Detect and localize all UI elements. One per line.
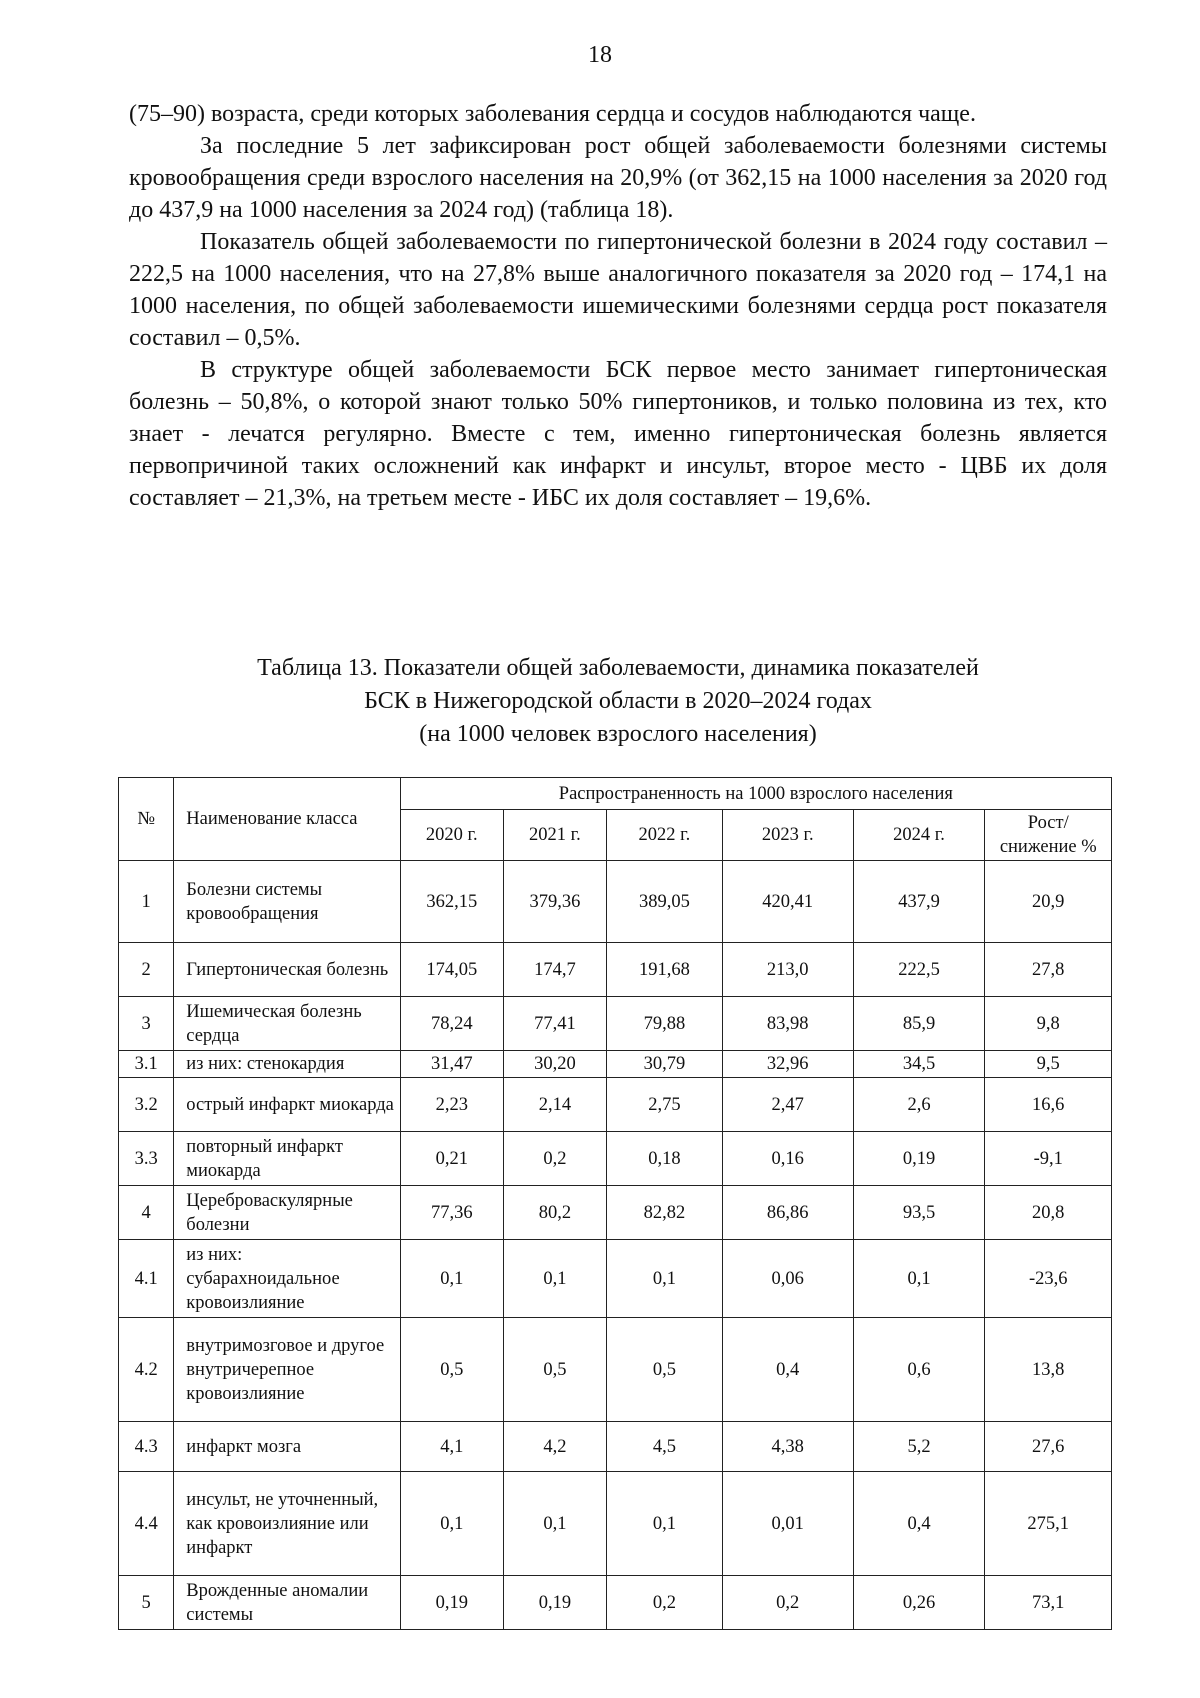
row-value: 2,23: [400, 1078, 503, 1132]
row-number: 3.1: [119, 1051, 174, 1078]
row-value: 362,15: [400, 861, 503, 943]
row-value: 0,4: [853, 1472, 985, 1576]
row-value: 0,18: [606, 1132, 722, 1186]
row-class-name: инфаркт мозга: [174, 1422, 400, 1472]
row-value: 0,21: [400, 1132, 503, 1186]
header-num: №: [119, 778, 174, 861]
row-value: 0,1: [606, 1472, 722, 1576]
row-change: 16,6: [985, 1078, 1112, 1132]
table-row: [119, 1576, 1112, 1630]
row-value: 174,05: [400, 943, 503, 997]
row-number: 4: [119, 1186, 174, 1240]
row-value: 2,6: [853, 1078, 985, 1132]
row-change: 73,1: [985, 1576, 1112, 1630]
row-number: 4.4: [119, 1472, 174, 1576]
row-value: 79,88: [606, 997, 722, 1051]
page-number: 18: [588, 42, 612, 68]
row-value: 0,26: [853, 1576, 985, 1630]
table-row: [119, 1240, 1112, 1318]
row-value: 2,75: [606, 1078, 722, 1132]
row-value: 77,41: [503, 997, 606, 1051]
row-value: 0,1: [606, 1240, 722, 1318]
caption-line: (на 1000 человек взрослого населения): [419, 721, 817, 747]
row-value: 0,1: [400, 1472, 503, 1576]
paragraph: В структуре общей заболеваемости БСК первое место занимает гипертоническая болезнь – 50,8%, о которой знают только 50% гипертоников, и только половина из тех, кто знает - лечатся регулярно. Вместе с тем, именно гипертоническая болезнь является первопричиной таких осложнений как инфаркт и инсульт, второе место - ЦВБ их доля составляет – 21,3%, на третьем месте - ИБС их доля составляет – 19,6%.: [129, 357, 1107, 511]
caption-line: Таблица 13. Показатели общей заболеваемости, динамика показателей: [257, 655, 979, 681]
table-row: [119, 1051, 1112, 1078]
row-class-name: инсульт, не уточненный, как кровоизлияние или инфаркт: [174, 1472, 400, 1576]
row-value: 213,0: [722, 943, 853, 997]
row-change: -9,1: [985, 1132, 1112, 1186]
row-value: 4,38: [722, 1422, 853, 1472]
row-change: 9,5: [985, 1051, 1112, 1078]
row-number: 3.3: [119, 1132, 174, 1186]
table-caption: [129, 652, 1107, 751]
row-number: 3.2: [119, 1078, 174, 1132]
row-value: 86,86: [722, 1186, 853, 1240]
row-class-name: острый инфаркт миокарда: [174, 1078, 400, 1132]
header-name: Наименование класса: [174, 778, 400, 861]
row-value: 379,36: [503, 861, 606, 943]
row-value: 0,1: [853, 1240, 985, 1318]
row-value: 83,98: [722, 997, 853, 1051]
row-value: 82,82: [606, 1186, 722, 1240]
paragraph: Показатель общей заболеваемости по гипертонической болезни в 2024 году составил – 222,5 на 1000 населения, что на 27,8% выше аналогичного показателя за 2020 год – 174,1 на 1000 населения, по общей заболеваемости ишемическими болезнями сердца рост показателя составил – 0,5%.: [129, 229, 1107, 351]
row-number: 2: [119, 943, 174, 997]
row-change: 20,8: [985, 1186, 1112, 1240]
row-value: 0,4: [722, 1318, 853, 1422]
row-number: 4.1: [119, 1240, 174, 1318]
table-row: [119, 861, 1112, 943]
row-value: 191,68: [606, 943, 722, 997]
row-value: 93,5: [853, 1186, 985, 1240]
row-value: 0,6: [853, 1318, 985, 1422]
row-value: 0,19: [853, 1132, 985, 1186]
table-row: [119, 1472, 1112, 1576]
header-year: 2021 г.: [503, 810, 606, 861]
row-change: 20,9: [985, 861, 1112, 943]
table-row: [119, 1132, 1112, 1186]
row-class-name: Врожденные аномалии системы: [174, 1576, 400, 1630]
header-group: Распространенность на 1000 взрослого населения: [400, 778, 1111, 810]
row-value: 0,16: [722, 1132, 853, 1186]
row-change: 13,8: [985, 1318, 1112, 1422]
row-value: 0,1: [503, 1240, 606, 1318]
row-value: 85,9: [853, 997, 985, 1051]
row-class-name: внутримозговое и другое внутричерепное кровоизлияние: [174, 1318, 400, 1422]
row-number: 5: [119, 1576, 174, 1630]
row-value: 30,79: [606, 1051, 722, 1078]
row-number: 3: [119, 997, 174, 1051]
row-value: 0,19: [503, 1576, 606, 1630]
row-value: 5,2: [853, 1422, 985, 1472]
row-value: 174,7: [503, 943, 606, 997]
table-row: [119, 1078, 1112, 1132]
paragraph: За последние 5 лет зафиксирован рост общей заболеваемости болезнями системы кровообращения среди взрослого населения на 20,9% (от 362,15 на 1000 населения за 2020 год до 437,9 на 1000 населения за 2024 год) (таблица 18).: [129, 133, 1107, 223]
row-class-name: Ишемическая болезнь сердца: [174, 997, 400, 1051]
row-value: 437,9: [853, 861, 985, 943]
row-value: 0,1: [503, 1472, 606, 1576]
row-value: 31,47: [400, 1051, 503, 1078]
row-value: 0,5: [400, 1318, 503, 1422]
row-value: 30,20: [503, 1051, 606, 1078]
header-year: 2022 г.: [606, 810, 722, 861]
paragraph: (75–90) возраста, среди которых заболевания сердца и сосудов наблюдаются чаще.: [129, 101, 976, 127]
row-class-name: Цереброваскулярные болезни: [174, 1186, 400, 1240]
row-value: 0,2: [503, 1132, 606, 1186]
row-value: 2,47: [722, 1078, 853, 1132]
row-change: -23,6: [985, 1240, 1112, 1318]
row-value: 0,5: [606, 1318, 722, 1422]
row-value: 0,06: [722, 1240, 853, 1318]
row-value: 0,5: [503, 1318, 606, 1422]
row-value: 222,5: [853, 943, 985, 997]
row-change: 275,1: [985, 1472, 1112, 1576]
header-year: 2020 г.: [400, 810, 503, 861]
row-change: 27,8: [985, 943, 1112, 997]
row-change: 9,8: [985, 997, 1112, 1051]
header-year: 2024 г.: [853, 810, 985, 861]
table-row: [119, 1318, 1112, 1422]
row-class-name: из них: стенокардия: [174, 1051, 400, 1078]
row-value: 78,24: [400, 997, 503, 1051]
row-value: 32,96: [722, 1051, 853, 1078]
row-value: 4,1: [400, 1422, 503, 1472]
row-value: 2,14: [503, 1078, 606, 1132]
table-row: [119, 943, 1112, 997]
row-number: 4.3: [119, 1422, 174, 1472]
row-value: 0,2: [606, 1576, 722, 1630]
table-row: [119, 1186, 1112, 1240]
morbidity-table: [118, 777, 1112, 1630]
header-change: Рост/снижение %: [985, 810, 1112, 861]
row-value: 77,36: [400, 1186, 503, 1240]
row-change: 27,6: [985, 1422, 1112, 1472]
row-value: 4,2: [503, 1422, 606, 1472]
row-class-name: из них: субарахноидальное кровоизлияние: [174, 1240, 400, 1318]
row-class-name: повторный инфаркт миокарда: [174, 1132, 400, 1186]
caption-line: БСК в Нижегородской области в 2020–2024 годах: [364, 688, 872, 714]
table-row: [119, 1422, 1112, 1472]
row-value: 80,2: [503, 1186, 606, 1240]
row-value: 420,41: [722, 861, 853, 943]
row-value: 4,5: [606, 1422, 722, 1472]
row-class-name: Болезни системы кровообращения: [174, 861, 400, 943]
row-value: 0,01: [722, 1472, 853, 1576]
body-text: [129, 98, 1107, 514]
row-class-name: Гипертоническая болезнь: [174, 943, 400, 997]
row-value: 0,1: [400, 1240, 503, 1318]
row-value: 0,19: [400, 1576, 503, 1630]
row-value: 0,2: [722, 1576, 853, 1630]
table-row: [119, 997, 1112, 1051]
row-value: 34,5: [853, 1051, 985, 1078]
row-value: 389,05: [606, 861, 722, 943]
row-number: 1: [119, 861, 174, 943]
row-number: 4.2: [119, 1318, 174, 1422]
header-year: 2023 г.: [722, 810, 853, 861]
